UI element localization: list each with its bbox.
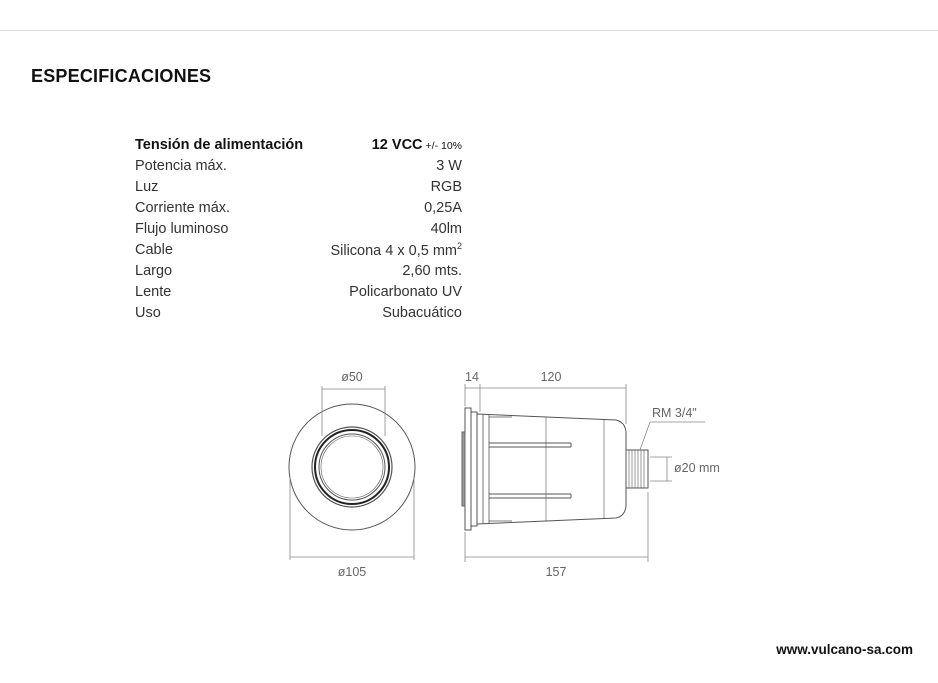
lens-circle bbox=[321, 436, 383, 498]
spec-label: Uso bbox=[135, 304, 161, 321]
spec-value: 40lm bbox=[430, 221, 462, 237]
thread-lines bbox=[629, 450, 644, 488]
lens-ring-outer bbox=[312, 427, 392, 507]
dimension-label: ø105 bbox=[337, 565, 367, 579]
dimension-label: ø50 bbox=[341, 370, 363, 384]
front-view bbox=[289, 404, 415, 530]
spec-label: Corriente máx. bbox=[135, 200, 231, 217]
lens-ring-inner bbox=[319, 434, 385, 500]
dimension-side-total bbox=[465, 492, 648, 562]
spec-value: 2,60 mts. bbox=[402, 262, 462, 279]
side-view bbox=[462, 408, 648, 530]
lens-ring bbox=[315, 430, 389, 504]
spec-value: Policarbonato UV bbox=[349, 283, 462, 300]
dimension-label: 14 bbox=[465, 370, 479, 384]
dimension-front-inner bbox=[322, 386, 385, 436]
spec-value: 3 W bbox=[436, 158, 462, 175]
thread-diameter-label: ø20 mm bbox=[674, 461, 720, 475]
lens-face bbox=[462, 432, 465, 506]
footer-url: www.vulcano-sa.com bbox=[776, 642, 913, 657]
spec-label: Luz bbox=[135, 179, 159, 196]
spec-value: 0,25A bbox=[424, 200, 462, 217]
clip-bottom bbox=[489, 494, 571, 498]
page-title: ESPECIFICACIONES bbox=[31, 66, 212, 86]
spec-value: 12 VCC +/- 10% bbox=[371, 137, 462, 154]
spec-label: Tensión de alimentación bbox=[135, 137, 304, 154]
spec-label: Largo bbox=[135, 262, 173, 279]
dimension-label: 120 bbox=[540, 370, 562, 384]
outer-flange-circle bbox=[289, 404, 415, 530]
spec-label: Cable bbox=[135, 241, 173, 258]
thread-label: RM 3/4" bbox=[652, 406, 697, 420]
spec-label: Flujo luminoso bbox=[135, 221, 229, 237]
spec-label: Potencia máx. bbox=[135, 158, 227, 175]
spec-label: Lente bbox=[135, 283, 172, 300]
flange-step bbox=[471, 412, 477, 526]
spec-value: Subacuático bbox=[382, 304, 462, 321]
dimension-label: 157 bbox=[545, 565, 567, 579]
spec-value: RGB bbox=[430, 179, 462, 196]
flange bbox=[465, 408, 471, 530]
clip-top bbox=[489, 443, 571, 447]
spec-value: Silicona 4 x 0,5 $mm^2$ bbox=[330, 240, 462, 259]
dimension-front-outer bbox=[290, 478, 414, 560]
body bbox=[477, 414, 626, 524]
spec-note: +/- 10% bbox=[425, 140, 462, 153]
superscript: 2 bbox=[456, 240, 462, 251]
